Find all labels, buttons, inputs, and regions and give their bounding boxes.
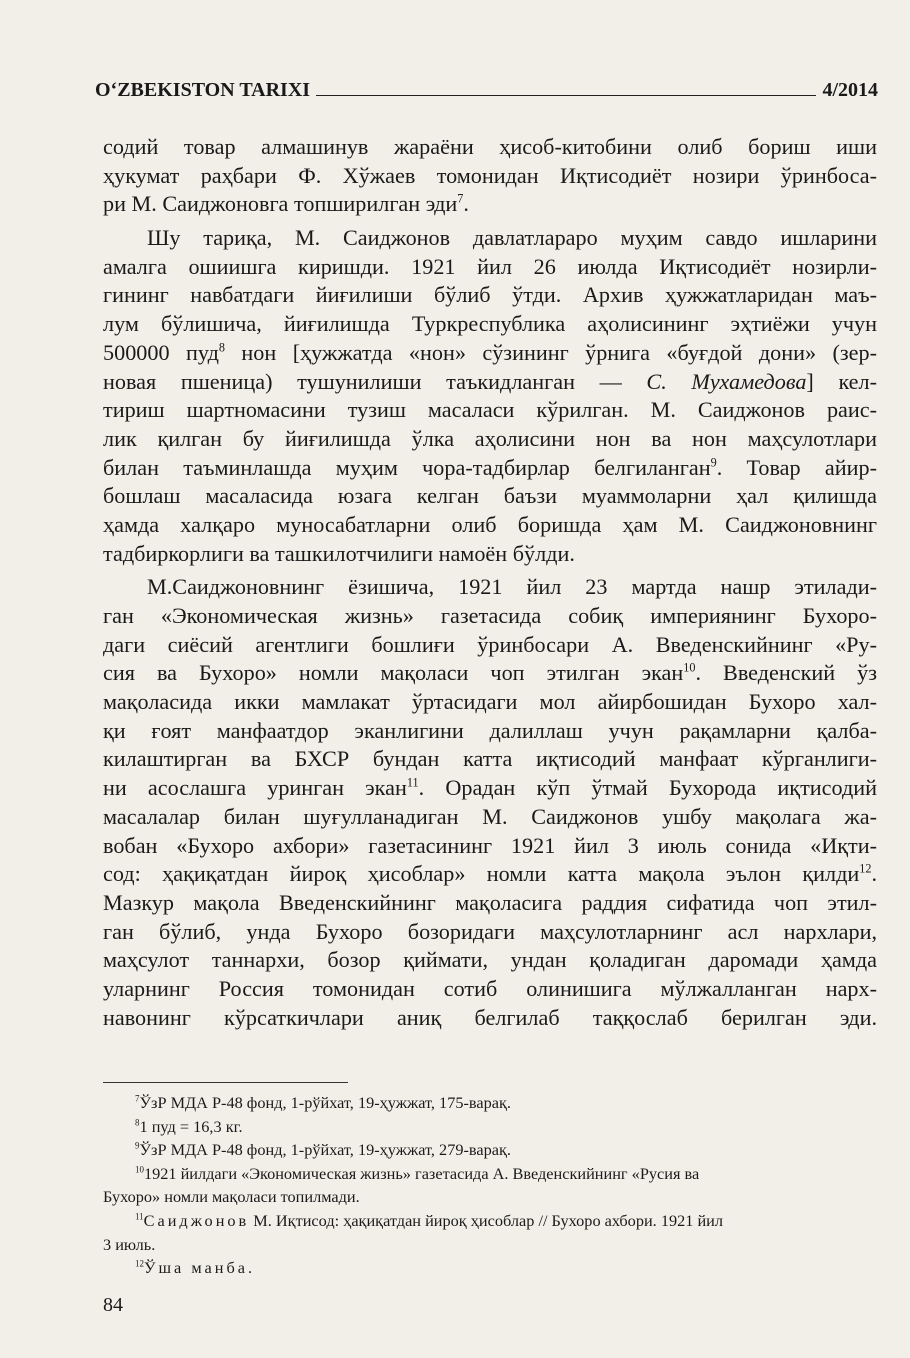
footnote-ref: 7 <box>457 191 464 206</box>
footnote-9: $^9$ЎзР МДА Р-48 фонд, 1-рўйхат, 19-ҳужжат, 279-варақ. <box>135 1140 511 1160</box>
text-line: тадбиркорлиги ва ташкилотчилиги намоён бўлди. <box>103 540 575 566</box>
text-line: лум бўлишича, йиғилишда Туркреспублика аҳолисининг эҳтиёжи учун <box>103 311 877 337</box>
text-line: новая пшеница) тушунилиши таъкидланган — С. Мухамедова] кел- <box>103 368 877 394</box>
text-line: уларнинг Россия томонидан сотиб олинишига мўлжалланган нарх- <box>103 975 877 1001</box>
text-line: ҳамда халқаро муносабатларни олиб боришда ҳам М. Саиджоновнинг <box>103 511 877 537</box>
page-number: 84 <box>103 1294 123 1316</box>
footnote-11: $^{11}$Саиджонов М. Иқтисод: ҳақиқатдан йироқ ҳисоблар // Бухоро ахбори. 1921 йил <box>135 1210 724 1230</box>
text-line: Шу тариқа, М. Саиджонов давлатлараро муҳим савдо ишларини <box>147 225 877 251</box>
journal-title: O‘ZBEKISTON TARIXI <box>95 79 311 101</box>
text-line: навонинг кўрсаткичлари аниқ белгилаб таққослаб берилган эди. <box>103 1004 877 1030</box>
text-line: Мазкур мақола Введенскийнинг мақоласига раддия сифатида чоп этил- <box>103 889 877 915</box>
running-header <box>95 72 878 102</box>
text-line: содий товар алмашинув жараёни ҳисоб-китобини олиб бориш иши <box>103 134 877 159</box>
text-line: ҳукумат раҳбари Ф. Хўжаев томонидан Иқтисодиёт нозири ўринбоса- <box>103 162 877 188</box>
text-line: мақоласида икки мамлакат ўртасидаги мол айирбошидан Бухоро хал- <box>103 689 877 715</box>
footnotes <box>103 1091 877 1280</box>
text-line: тириш шартномасини тузиш масаласи кўрилган. М. Саиджонов раис- <box>103 397 877 423</box>
text-line: амалга ошиишга киришди. 1921 йил 26 июлда Иқтисодиёт нозирли- <box>103 253 877 279</box>
footnote-12: $^{12}$Ўша манба. <box>135 1258 256 1278</box>
text-line: маҳсулот таннархи, бозор қиймати, ундан қоладиган даромади ҳамда <box>103 947 877 973</box>
header-rule <box>316 95 816 96</box>
text-line: бошлаш масаласида юзага келган баъзи муаммоларни ҳал қилишда <box>103 483 877 509</box>
text-line: ни асослашга уринган экан$^{11}$. Орадан кўп ўтмай Бухорода иқтисодий <box>103 775 877 801</box>
footnote-ref: 8 <box>218 340 225 355</box>
text-line: 500000 пуд$^8$ нон [ҳужжатда «нон» сўзининг ўрнига «буғдой дони» (зер- <box>103 339 878 365</box>
text-line: лик қилган бу йиғилишда ўлка аҳолисини нон ва нон маҳсулотлари <box>103 425 877 451</box>
footnote-divider <box>103 1082 348 1083</box>
text-line: масалалар билан шуғулланадиган М. Саиджонов ушбу мақолага жа- <box>103 803 877 829</box>
text-line: килаштирган ва БХСР бундан катта иқтисодий манфаат кўрганлиги- <box>103 746 877 772</box>
text-line: сия ва Бухоро» номли мақоласи чоп этилган экан$^{10}$. Введенский ўз <box>103 660 877 686</box>
paragraph-1 <box>103 133 877 219</box>
text-line: ри М. Саиджоновга топширилган эди$^7$. <box>103 191 469 217</box>
footnote-ref: 11 <box>406 775 419 790</box>
text-line: М.Саиджоновнинг ёзишича, 1921 йил 23 мартда нашр этилади- <box>147 574 877 600</box>
footnote-10-cont: Бухоро» номли мақоласи топилмади. <box>103 1187 360 1207</box>
text-line: билан таъминлашда муҳим чора-тадбирлар белгиланган$^9$. Товар айир- <box>103 454 877 480</box>
text-line: ган бўлиб, унда Бухоро бозоридаги маҳсулотларнинг асл нархлари, <box>103 918 877 944</box>
footnote-ref: 10 <box>683 660 696 675</box>
footnote-8: $^8$1 пуд = 16,3 кг. <box>135 1116 243 1136</box>
paragraph-3 <box>103 573 877 1032</box>
footnote-7: $^7$ЎзР МДА Р-48 фонд, 1-рўйхат, 19-ҳужжат, 175-варақ. <box>135 1093 511 1112</box>
footnote-ref: 9 <box>710 455 717 470</box>
article-body <box>103 133 877 1032</box>
footnote-ref: 12 <box>859 861 872 876</box>
text-line: қи ғоят манфаатдор эканлигини далиллаш учун рақамларни қалба- <box>103 717 877 743</box>
text-line: вобан «Бухоро ахбори» газетасининг 1921 йил 3 июль сонида «Иқти- <box>103 832 877 858</box>
paragraph-2 <box>103 224 877 568</box>
footnote-11-cont: 3 июль. <box>103 1234 156 1254</box>
text-line: даги сиёсий агентлиги бошлиғи ўринбосари А. Введенскийнинг «Ру- <box>103 631 877 657</box>
text-line: гининг навбатдаги йиғилиши бўлиб ўтди. Архив ҳужжатларидан маъ- <box>103 282 877 308</box>
text-line: сод: ҳақиқатдан йироқ ҳисоблар» номли катта мақола эълон қилди$^{12}$. <box>103 861 877 887</box>
issue-number: 4/2014 <box>822 79 878 101</box>
text-line: ган «Экономическая жизнь» газетасида собиқ империянинг Бухоро- <box>103 603 877 628</box>
footnote-10: $^{10}$1921 йилдаги «Экономическая жизнь» газетасида А. Введенскийнинг «Русия ва <box>135 1163 700 1183</box>
